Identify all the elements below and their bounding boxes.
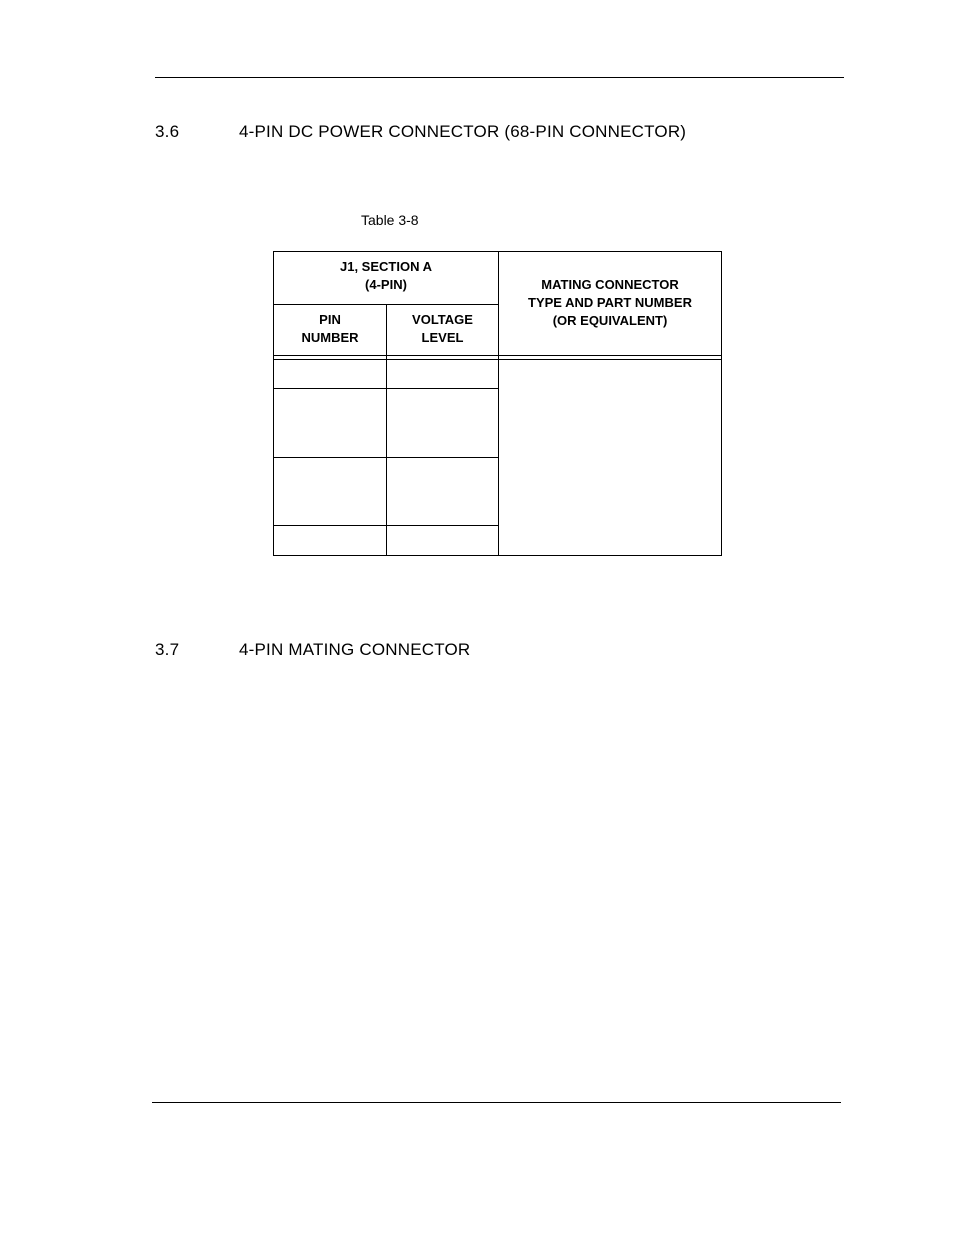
section-title: 4-PIN MATING CONNECTOR [239, 640, 471, 659]
column-header-line: LEVEL [421, 330, 464, 345]
column-header-voltage [387, 311, 498, 347]
table-caption: Table 3-8 [361, 212, 419, 228]
group-header-line: J1, SECTION A [340, 259, 432, 274]
connector-table [273, 251, 722, 556]
section-title: 4-PIN DC POWER CONNECTOR (68-PIN CONNECTOR) [239, 122, 687, 141]
column-header-line: MATING CONNECTOR [541, 277, 679, 292]
footer-rule [152, 1102, 841, 1103]
column-header-line: (OR EQUIVALENT) [552, 313, 668, 328]
column-header-mating [499, 276, 721, 330]
table-divider [274, 457, 499, 458]
table-divider [274, 304, 499, 305]
group-header [274, 258, 498, 294]
table-divider [274, 388, 499, 389]
column-header-line: NUMBER [301, 330, 359, 345]
column-header-line: TYPE AND PART NUMBER [528, 295, 692, 310]
column-header-pin [274, 311, 386, 347]
table-divider [274, 359, 721, 360]
header-rule [155, 77, 844, 78]
column-header-line: PIN [319, 312, 341, 327]
table-divider [274, 525, 499, 526]
column-header-line: VOLTAGE [412, 312, 473, 327]
section-number: 3.7 [155, 640, 180, 659]
group-header-line: (4-PIN) [365, 277, 407, 292]
table-divider [274, 355, 721, 356]
section-number: 3.6 [155, 122, 180, 141]
